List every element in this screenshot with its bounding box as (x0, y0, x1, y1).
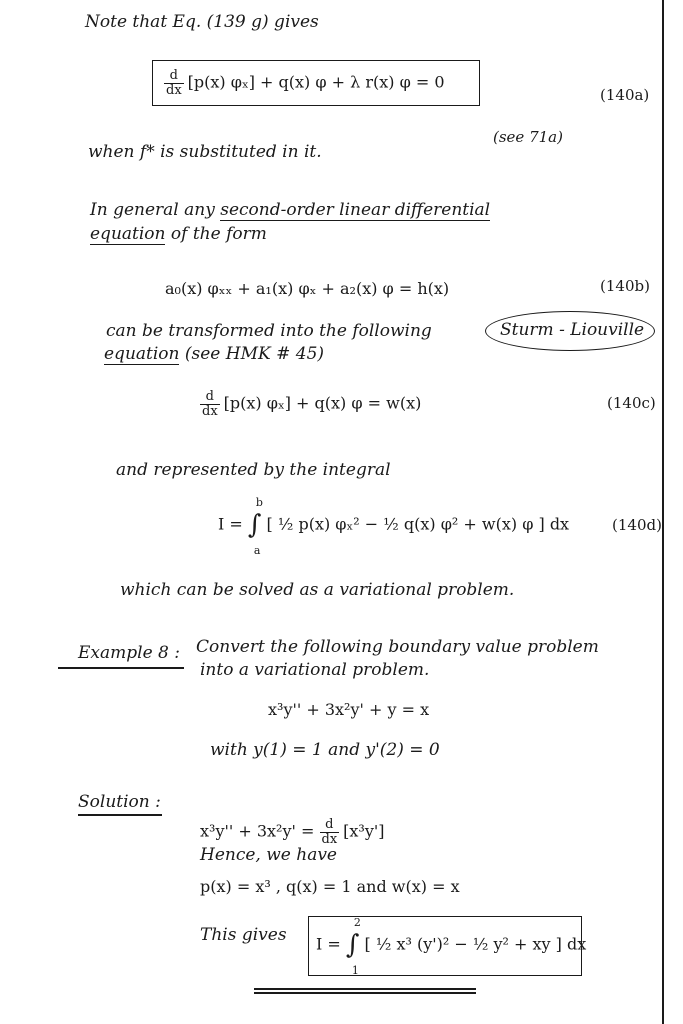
example-underline (58, 667, 184, 669)
eq-140a-label: (140a) (600, 86, 650, 104)
eq-140b: a₀(x) φₓₓ + a₁(x) φₓ + a₂(x) φ = h(x) (165, 279, 450, 298)
text-line-equation-form: equation of the form (90, 224, 267, 244)
eq-140b-label: (140b) (600, 277, 650, 295)
solution-label: Solution : (78, 792, 161, 812)
text-line-integral: and represented by the integral (116, 460, 391, 480)
solution-derivative: $\frac{d}{dx}$ (321, 817, 338, 847)
solution-hence: Hence, we have (200, 845, 337, 865)
example-text-1: Convert the following boundary value problem (196, 637, 599, 657)
underlined-word-equation: equation (90, 224, 166, 244)
example-ode: x³y'' + 3x²y' + y = x (268, 700, 430, 719)
eq-140d: I = ∫ b a [ ½ p(x) φₓ² − ½ q(x) φ² + w(x) φ ] dx (218, 496, 570, 557)
eq-140c-derivative: $\frac{d}{dx}$ (202, 389, 218, 419)
see-71a-note: (see 71a) (493, 128, 563, 146)
text-line-general: In general any second-order linear differential (90, 200, 491, 220)
example-text-2: into a variational problem. (200, 660, 430, 680)
eq-140c-label: (140c) (607, 394, 656, 412)
solution-this-gives: This gives (200, 925, 287, 945)
end-rule-2 (254, 992, 476, 994)
solution-underline (78, 814, 162, 816)
end-rule-1 (254, 988, 476, 990)
eq-140c: $\frac{d}{dx}$ [p(x) φₓ] + q(x) φ = w(x) (202, 389, 422, 419)
text-line-note: Note that Eq. (139 g) gives (85, 12, 319, 32)
example-boundary-conditions: with y(1) = 1 and y'(2) = 0 (210, 740, 440, 760)
final-result: I = ∫ 2 1 [ ½ x³ (y')² − ½ y² + xy ] dx (316, 916, 587, 977)
underlined-phrase: second-order linear differential (220, 200, 491, 220)
solution-pqw: p(x) = x³ , q(x) = 1 and w(x) = x (200, 877, 460, 896)
eq-140d-label: (140d) (612, 516, 662, 534)
text-line-transformed: can be transformed into the following (106, 321, 432, 341)
text-line-when: when f* is substituted in it. (88, 142, 322, 162)
underlined-word-equation-2: equation (104, 344, 180, 364)
eq-140d-lower-limit: a (253, 544, 261, 557)
eq-140a: $\frac{d}{dx}$ [p(x) φₓ] + q(x) φ + λ r(x) φ = 0 (166, 68, 445, 98)
eq-140a-derivative: $\frac{d}{dx}$ (166, 68, 182, 98)
text-line-sl-equation: equation (see HMK # 45) (104, 344, 325, 364)
sturm-liouville-term: Sturm - Liouville (500, 320, 645, 340)
final-upper-limit: 2 (353, 916, 361, 929)
right-margin-line (662, 0, 664, 1024)
solution-eq-1: x³y'' + 3x²y' = $\frac{d}{dx}$ [x³y'] (200, 817, 385, 847)
example-8-label: Example 8 : (78, 643, 180, 663)
final-lower-limit: 1 (351, 964, 359, 977)
eq-140d-upper-limit: b (255, 496, 263, 509)
text-line-variational: which can be solved as a variational problem. (120, 580, 515, 600)
